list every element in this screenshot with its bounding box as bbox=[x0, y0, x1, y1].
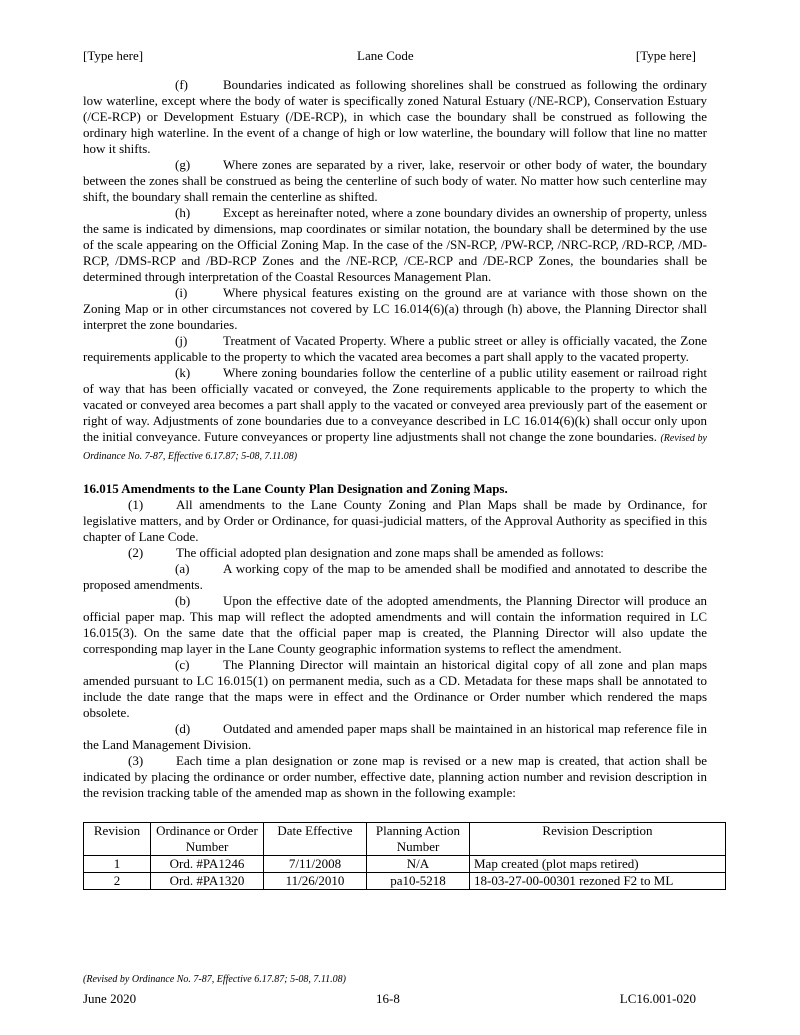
sec-1: (1) All amendments to the Lane County Zoning and Plan Maps shall be made by Ordinance, for legislative matters, and by Order or Ordinance, for quasi-judicial matters, of the Approval Authority as specified in this chapter of Lane Code. bbox=[83, 497, 707, 544]
table-header: Date Effective bbox=[264, 823, 367, 856]
table-header: Revision bbox=[84, 823, 151, 856]
footnote: (Revised by Ordinance No. 7-87, Effective 6.17.87; 5-08, 7.11.08) bbox=[83, 974, 346, 985]
sec-2-a: (a) A working copy of the map to be amended shall be modified and annotated to describe the proposed amendments. bbox=[83, 561, 707, 592]
revision-note: (Revised by Ordinance No. 7-87, Effective 6.17.87; 5-08, 7.11.08) bbox=[83, 433, 707, 462]
table-cell: 1 bbox=[84, 856, 151, 873]
table-header: Ordinance or Order Number bbox=[151, 823, 264, 856]
table-cell: 18-03-27-00-00301 rezoned F2 to ML bbox=[470, 873, 726, 890]
table-cell: 2 bbox=[84, 873, 151, 890]
sec-3: (3) Each time a plan designation or zone map is revised or a new map is created, that action shall be indicated by placing the ordinance or order number, effective date, planning action number and revision description in the revision tracking table of the amended map as shown in the following example: bbox=[83, 753, 707, 800]
sec-2: (2) The official adopted plan designation and zone maps shall be amended as follows: bbox=[128, 545, 604, 560]
footer-left: June 2020 bbox=[83, 991, 137, 1006]
document-body bbox=[83, 77, 707, 890]
sec-2-d: (d) Outdated and amended paper maps shall be maintained in an historical map reference file in the Land Management Division. bbox=[83, 721, 707, 752]
table-row bbox=[84, 873, 726, 890]
section-title: 16.015 Amendments to the Lane County Plan Designation and Zoning Maps. bbox=[83, 481, 508, 496]
para-f: (f) Boundaries indicated as following shorelines shall be construed as following the ordinary low waterline, except where the body of water is specifically zoned Natural Estuary (/NE-RCP), Conservation Estuary (/CE-RCP) or Development Estuary (/DE-RCP), in which case the boundary shall be construed as following the ordinary high waterline. In the event of a change of high or low waterline, the boundary will follow that line no matter how it shifts. bbox=[83, 77, 707, 156]
para-j: (j) Treatment of Vacated Property. Where a public street or alley is officially vacated, the Zone requirements applicable to the property to which the vacated area becomes a part shall apply to the vacated property. bbox=[83, 333, 707, 364]
table-cell: N/A bbox=[367, 856, 470, 873]
table-cell: Ord. #PA1246 bbox=[151, 856, 264, 873]
header-center: Lane Code bbox=[357, 48, 414, 63]
para-g: (g) Where zones are separated by a river, lake, reservoir or other body of water, the boundary between the zones shall be construed as being the centerline of such body of water. No matter how such centerline may shift, the boundary shall remain the centerline as shifted. bbox=[83, 157, 707, 204]
para-i: (i) Where physical features existing on the ground are at variance with those shown on the Zoning Map or in other circumstances not covered by LC 16.014(6)(a) through (h) above, the Planning Director shall interpret the zone boundaries. bbox=[83, 285, 707, 332]
table-cell: pa10-5218 bbox=[367, 873, 470, 890]
revision-table bbox=[83, 822, 726, 890]
table-cell: 11/26/2010 bbox=[264, 873, 367, 890]
table-header-row bbox=[84, 823, 726, 856]
sec-2-c: (c) The Planning Director will maintain an historical digital copy of all zone and plan maps amended pursuant to LC 16.015(1) on permanent media, such as a CD. Metadata for these maps shall be annotated to include the date range that the maps were in effect and the Ordinance or Order number which rendered the maps obsolete. bbox=[83, 657, 707, 720]
sec-2-b: (b) Upon the effective date of the adopted amendments, the Planning Director will produce an official paper map. This map will reflect the adopted amendments and will contain the information required in LC 16.015(3). On the same date that the official paper map is created, the Planning Director will also update the corresponding map layer in the Lane County geographic information systems to reflect the amendment. bbox=[83, 593, 707, 656]
table-cell: Ord. #PA1320 bbox=[151, 873, 264, 890]
table-cell: 7/11/2008 bbox=[264, 856, 367, 873]
footer-right: LC16.001-020 bbox=[619, 991, 696, 1006]
table-header: Revision Description bbox=[470, 823, 726, 856]
table-cell: Map created (plot maps retired) bbox=[470, 856, 726, 873]
header-right: [Type here] bbox=[635, 48, 696, 63]
page-footer bbox=[83, 991, 696, 1009]
footer-center: 16-8 bbox=[376, 991, 400, 1006]
table-row bbox=[84, 856, 726, 873]
para-k: (k) Where zoning boundaries follow the centerline of a public utility easement or railroad right of way that has been officially vacated or conveyed, the Zone requirements applicable to the property to which the vacated or conveyed area becomes a part shall apply to the vacated or conveyed area previously part of the easement or right of way. Adjustments of zone boundaries due to a conveyance described in LC 16.014(6)(k) shall occur only upon the initial conveyance. Future conveyances or property line adjustments shall not change the zone boundaries. (Revised by Ordinance No. 7-87, Effective 6.17.87; 5-08, 7.11.08) bbox=[83, 365, 707, 462]
page-header bbox=[83, 48, 696, 66]
header-left: [Type here] bbox=[83, 48, 144, 63]
para-h: (h) Except as hereinafter noted, where a zone boundary divides an ownership of property, unless the same is indicated by dimensions, map coordinates or similar notation, the boundary shall be determined by the use of the scale appearing on the Official Zoning Map. In the case of the /SN-RCP, /PW-RCP, /NRC-RCP, /RD-RCP, /MD-RCP, /DMS-RCP and /BD-RCP Zones and the /NE-RCP, /CE-RCP and /DE-RCP Zones, the boundaries shall be determined through interpretation of the Coastal Resources Management Plan. bbox=[83, 205, 707, 284]
table-header: Planning Action Number bbox=[367, 823, 470, 856]
